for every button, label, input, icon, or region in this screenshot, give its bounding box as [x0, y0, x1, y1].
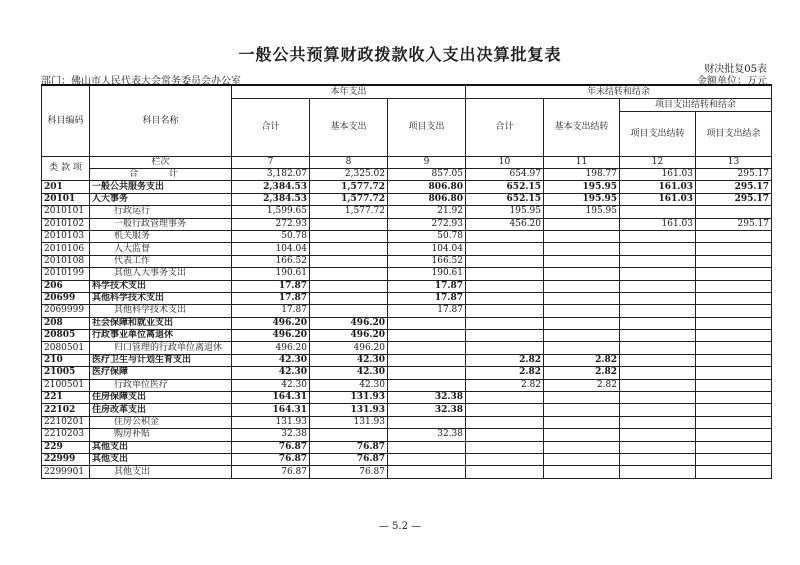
header-project: 项目支出 [388, 99, 466, 157]
amount-cell [466, 416, 544, 428]
amount-cell [696, 330, 772, 342]
amount-cell: 161.03 [620, 181, 696, 193]
amount-cell: 32.38 [388, 429, 466, 441]
amount-cell [620, 466, 696, 478]
amount-cell [620, 243, 696, 255]
amount-cell [696, 354, 772, 366]
amount-cell: 2.82 [544, 354, 620, 366]
subject-code: 20699 [42, 292, 90, 304]
subject-code: 2100501 [42, 379, 90, 391]
header-col-label: 栏次 [90, 157, 232, 169]
amount-cell [544, 255, 620, 267]
header-xiang: 项 [72, 163, 82, 174]
amount-cell: 76.87 [310, 441, 388, 453]
amount-cell [310, 230, 388, 242]
subject-name: 人大监督 [90, 243, 232, 255]
table-row [42, 255, 772, 267]
table-row [42, 243, 772, 255]
amount-cell: 76.87 [310, 466, 388, 478]
subject-name: 机关服务 [90, 230, 232, 242]
amount-cell [620, 255, 696, 267]
amount-cell [696, 342, 772, 354]
amount-cell: 17.87 [232, 305, 310, 317]
amount-cell: 42.30 [232, 367, 310, 379]
amount-cell [544, 330, 620, 342]
header-project-carry: 项目支出结转 [620, 112, 696, 157]
amount-cell [466, 255, 544, 267]
amount-cell: 2.82 [466, 367, 544, 379]
amount-cell [310, 243, 388, 255]
amount-cell: 2.82 [544, 379, 620, 391]
col-num: 9 [388, 157, 466, 169]
amount-cell: 272.93 [388, 218, 466, 230]
amount-cell [466, 292, 544, 304]
header-total: 合计 [232, 99, 310, 157]
amount-cell: 76.87 [232, 466, 310, 478]
total-cell: 857.05 [388, 169, 466, 181]
amount-unit: 金额单位：万元 [697, 76, 767, 87]
amount-cell [466, 466, 544, 478]
amount-cell [696, 392, 772, 404]
subject-name: 其他科学技术支出 [90, 305, 232, 317]
subject-code: 2010102 [42, 218, 90, 230]
amount-cell: 190.61 [232, 268, 310, 280]
amount-cell [466, 441, 544, 453]
col-num: 10 [466, 157, 544, 169]
amount-cell [620, 330, 696, 342]
subject-name: 归口管理的行政单位离退休 [90, 342, 232, 354]
table-row [42, 330, 772, 342]
subject-name: 其他支出 [90, 466, 232, 478]
amount-cell: 1,577.72 [310, 206, 388, 218]
subject-code: 229 [42, 441, 90, 453]
amount-cell [388, 317, 466, 329]
amount-cell: 166.52 [232, 255, 310, 267]
amount-cell: 496.20 [232, 342, 310, 354]
amount-cell [466, 429, 544, 441]
amount-cell [466, 268, 544, 280]
amount-cell [544, 243, 620, 255]
amount-cell: 17.87 [232, 292, 310, 304]
subject-name: 行政单位医疗 [90, 379, 232, 391]
header-lei: 类 [49, 163, 59, 174]
amount-cell [544, 268, 620, 280]
amount-cell: 1,599.65 [232, 206, 310, 218]
subject-name: 行政运行 [90, 206, 232, 218]
subject-name: 其他科学技术支出 [90, 292, 232, 304]
header-kuan: 款 [60, 163, 70, 174]
amount-cell [388, 342, 466, 354]
table-row [42, 317, 772, 329]
subject-code: 2299901 [42, 466, 90, 478]
amount-cell: 17.87 [232, 280, 310, 292]
amount-cell [696, 268, 772, 280]
table-row [42, 342, 772, 354]
amount-cell: 42.30 [310, 379, 388, 391]
amount-cell: 17.87 [388, 305, 466, 317]
amount-cell [696, 292, 772, 304]
col-num: 13 [696, 157, 772, 169]
amount-cell [620, 280, 696, 292]
amount-cell [388, 466, 466, 478]
subject-code: 20101 [42, 193, 90, 205]
amount-cell: 164.31 [232, 392, 310, 404]
header-year-end: 年末结转和结余 [466, 85, 772, 99]
table-row [42, 379, 772, 391]
subject-code: 2210203 [42, 429, 90, 441]
subject-code: 210 [42, 354, 90, 366]
col-num: 7 [232, 157, 310, 169]
amount-cell [696, 379, 772, 391]
amount-cell [466, 392, 544, 404]
amount-cell: 496.20 [310, 330, 388, 342]
amount-cell: 42.30 [232, 354, 310, 366]
amount-cell: 164.31 [232, 404, 310, 416]
subject-name: 其他支出 [90, 453, 232, 465]
amount-cell [388, 416, 466, 428]
amount-cell [620, 367, 696, 379]
subject-name: 医疗保障 [90, 367, 232, 379]
header-project-surplus: 项目支出结余 [696, 112, 772, 157]
table-row [42, 453, 772, 465]
subject-code: 208 [42, 317, 90, 329]
amount-cell [620, 268, 696, 280]
amount-cell [696, 466, 772, 478]
table-row [42, 181, 772, 193]
amount-cell [696, 367, 772, 379]
amount-cell [696, 453, 772, 465]
amount-cell [544, 280, 620, 292]
amount-cell [696, 206, 772, 218]
amount-cell: 195.95 [544, 181, 620, 193]
amount-cell [620, 206, 696, 218]
subject-name: 医疗卫生与计划生育支出 [90, 354, 232, 366]
amount-cell [310, 280, 388, 292]
col-num: 8 [310, 157, 388, 169]
subject-code: 201 [42, 181, 90, 193]
amount-cell [620, 305, 696, 317]
amount-cell [544, 453, 620, 465]
amount-cell [544, 230, 620, 242]
amount-cell [620, 317, 696, 329]
amount-cell: 161.03 [620, 218, 696, 230]
header-project-balance: 项目支出结转和结余 [620, 99, 772, 112]
header-ye-total: 合计 [466, 99, 544, 157]
amount-cell: 2,384.53 [232, 181, 310, 193]
amount-cell [696, 230, 772, 242]
amount-cell [696, 404, 772, 416]
amount-cell [466, 453, 544, 465]
table-body [42, 181, 772, 478]
amount-cell: 195.95 [544, 193, 620, 205]
amount-cell: 76.87 [310, 453, 388, 465]
amount-cell [466, 230, 544, 242]
amount-cell: 131.93 [310, 416, 388, 428]
amount-cell: 195.95 [466, 206, 544, 218]
amount-cell: 50.78 [232, 230, 310, 242]
amount-cell: 496.20 [310, 317, 388, 329]
amount-cell: 42.30 [232, 379, 310, 391]
amount-cell: 104.04 [232, 243, 310, 255]
subject-code: 2210201 [42, 416, 90, 428]
amount-cell [620, 342, 696, 354]
amount-cell [544, 392, 620, 404]
col-num: 11 [544, 157, 620, 169]
subject-code: 206 [42, 280, 90, 292]
amount-cell [310, 429, 388, 441]
header-subject-name: 科目名称 [90, 85, 232, 157]
amount-cell [466, 342, 544, 354]
amount-cell [544, 292, 620, 304]
amount-cell: 21.92 [388, 206, 466, 218]
budget-table [41, 84, 772, 479]
header-basic: 基本支出 [310, 99, 388, 157]
amount-cell [310, 255, 388, 267]
amount-cell [544, 305, 620, 317]
amount-cell [388, 367, 466, 379]
subject-name: 科学技术支出 [90, 280, 232, 292]
subject-name: 行政事业单位离退休 [90, 330, 232, 342]
amount-cell [544, 404, 620, 416]
table-row [42, 404, 772, 416]
subject-code: 21005 [42, 367, 90, 379]
amount-cell: 42.30 [310, 367, 388, 379]
amount-cell: 2,384.53 [232, 193, 310, 205]
amount-cell: 32.38 [388, 404, 466, 416]
table-row [42, 429, 772, 441]
table-row [42, 392, 772, 404]
header-basic-carry: 基本支出结转 [544, 99, 620, 157]
amount-cell: 806.80 [388, 193, 466, 205]
subject-name: 住房改革支出 [90, 404, 232, 416]
amount-cell [620, 230, 696, 242]
amount-cell [388, 330, 466, 342]
table-row [42, 466, 772, 478]
table-row [42, 441, 772, 453]
amount-cell [696, 317, 772, 329]
total-cell: 2,325.02 [310, 169, 388, 181]
amount-cell: 652.15 [466, 193, 544, 205]
amount-cell [466, 280, 544, 292]
amount-cell [310, 218, 388, 230]
amount-cell [620, 392, 696, 404]
amount-cell [544, 466, 620, 478]
amount-cell [544, 218, 620, 230]
subject-code: 22999 [42, 453, 90, 465]
table-row [42, 218, 772, 230]
subject-name: 购房补贴 [90, 429, 232, 441]
department-label: 部门：佛山市人民代表大会常务委员会办公室 [41, 76, 241, 87]
amount-cell [544, 317, 620, 329]
form-code: 财决批复05表 [704, 64, 767, 75]
table-row [42, 268, 772, 280]
amount-cell [696, 429, 772, 441]
amount-cell: 17.87 [388, 292, 466, 304]
table-row [42, 367, 772, 379]
total-cell: 161.03 [620, 169, 696, 181]
subject-code: 2010106 [42, 243, 90, 255]
amount-cell [620, 404, 696, 416]
subject-code: 22102 [42, 404, 90, 416]
amount-cell [620, 292, 696, 304]
report-title: 一般公共预算财政拨款收入支出决算批复表 [238, 45, 562, 64]
amount-cell [620, 379, 696, 391]
amount-cell [388, 379, 466, 391]
amount-cell: 161.03 [620, 193, 696, 205]
amount-cell: 17.87 [388, 280, 466, 292]
subject-name: 住房公积金 [90, 416, 232, 428]
amount-cell: 166.52 [388, 255, 466, 267]
total-cell: 198.77 [544, 169, 620, 181]
amount-cell [696, 416, 772, 428]
amount-cell [544, 342, 620, 354]
subject-name: 人大事务 [90, 193, 232, 205]
table-row [42, 292, 772, 304]
amount-cell: 42.30 [310, 354, 388, 366]
amount-cell: 32.38 [232, 429, 310, 441]
amount-cell: 806.80 [388, 181, 466, 193]
amount-cell: 295.17 [696, 181, 772, 193]
subject-name: 代表工作 [90, 255, 232, 267]
subject-code: 2069999 [42, 305, 90, 317]
amount-cell [620, 453, 696, 465]
table-row [42, 230, 772, 242]
subject-code: 221 [42, 392, 90, 404]
amount-cell [696, 255, 772, 267]
amount-cell [696, 441, 772, 453]
amount-cell [620, 416, 696, 428]
subject-code: 2010199 [42, 268, 90, 280]
amount-cell [466, 330, 544, 342]
subject-name: 一般行政管理事务 [90, 218, 232, 230]
total-cell: 654.97 [466, 169, 544, 181]
amount-cell: 496.20 [310, 342, 388, 354]
amount-cell: 104.04 [388, 243, 466, 255]
table-row [42, 206, 772, 218]
amount-cell: 76.87 [232, 441, 310, 453]
amount-cell: 456.20 [466, 218, 544, 230]
amount-cell [310, 292, 388, 304]
subject-name: 其他人大事务支出 [90, 268, 232, 280]
table-row [42, 305, 772, 317]
amount-cell [696, 305, 772, 317]
amount-cell: 131.93 [310, 404, 388, 416]
amount-cell: 76.87 [232, 453, 310, 465]
amount-cell: 1,577.72 [310, 181, 388, 193]
subject-code: 2010108 [42, 255, 90, 267]
amount-cell [466, 305, 544, 317]
amount-cell [544, 429, 620, 441]
amount-cell: 272.93 [232, 218, 310, 230]
subject-code: 2080501 [42, 342, 90, 354]
subject-code: 2010103 [42, 230, 90, 242]
amount-cell [544, 441, 620, 453]
col-num: 12 [620, 157, 696, 169]
amount-cell: 50.78 [388, 230, 466, 242]
page-number: — 5.2 — [378, 521, 422, 532]
amount-cell [466, 317, 544, 329]
amount-cell: 2.82 [544, 367, 620, 379]
amount-cell [620, 354, 696, 366]
subject-name: 社会保障和就业支出 [90, 317, 232, 329]
amount-cell [466, 243, 544, 255]
amount-cell: 195.95 [544, 206, 620, 218]
amount-cell [388, 453, 466, 465]
amount-cell [310, 305, 388, 317]
total-row-label: 合 计 [90, 169, 232, 181]
header-current-year: 本年支出 [232, 85, 466, 99]
subject-name: 住房保障支出 [90, 392, 232, 404]
amount-cell: 32.38 [388, 392, 466, 404]
amount-cell [696, 280, 772, 292]
table-row [42, 354, 772, 366]
subject-code: 2010101 [42, 206, 90, 218]
amount-cell [620, 441, 696, 453]
table-row [42, 193, 772, 205]
amount-cell: 190.61 [388, 268, 466, 280]
subject-code: 20805 [42, 330, 90, 342]
amount-cell: 295.17 [696, 193, 772, 205]
amount-cell: 2.82 [466, 379, 544, 391]
header-subject-code: 科目编码 [42, 85, 90, 157]
table-row [42, 416, 772, 428]
amount-cell [544, 416, 620, 428]
total-cell: 295.17 [696, 169, 772, 181]
amount-cell: 652.15 [466, 181, 544, 193]
kind-cell [42, 157, 90, 181]
subject-name: 其他支出 [90, 441, 232, 453]
amount-cell: 131.93 [310, 392, 388, 404]
amount-cell: 496.20 [232, 330, 310, 342]
amount-cell [388, 354, 466, 366]
total-cell: 3,182.07 [232, 169, 310, 181]
amount-cell [696, 243, 772, 255]
subject-name: 一般公共服务支出 [90, 181, 232, 193]
amount-cell: 131.93 [232, 416, 310, 428]
amount-cell: 1,577.72 [310, 193, 388, 205]
amount-cell [310, 268, 388, 280]
table-row [42, 280, 772, 292]
amount-cell [388, 441, 466, 453]
amount-cell [466, 404, 544, 416]
amount-cell: 2.82 [466, 354, 544, 366]
amount-cell: 496.20 [232, 317, 310, 329]
amount-cell [620, 429, 696, 441]
amount-cell: 295.17 [696, 218, 772, 230]
